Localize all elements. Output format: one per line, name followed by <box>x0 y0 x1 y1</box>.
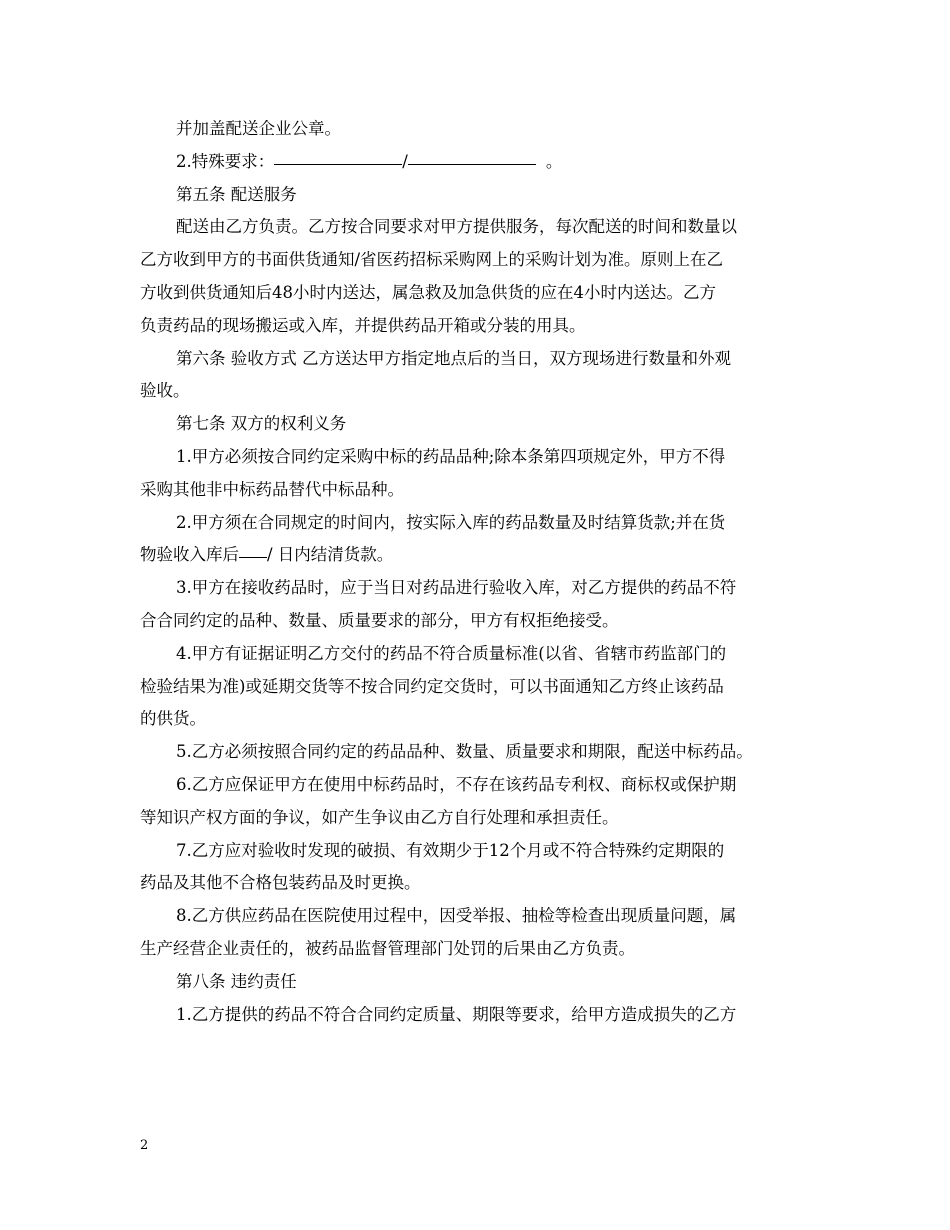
text-line: 采购其他非中标药品替代中标品种。 <box>140 479 404 499</box>
text-line: 验收。 <box>140 381 190 401</box>
blank-field <box>274 146 402 165</box>
section-heading: 第六条 验收方式 乙方送达甲方指定地点后的当日，双方现场进行数量和外观 <box>176 348 731 368</box>
text-line: 8.乙方供应药品在医院使用过程中，因受举报、抽检等检查出现质量问题，属 <box>176 906 737 926</box>
page-number: 2 <box>140 1138 149 1153</box>
blank-field <box>239 539 267 558</box>
text-line: 等知识产权方面的争议，如产生争议由乙方自行处理和承担责任。 <box>140 807 619 827</box>
text-line: 并加盖配送企业公章。 <box>176 119 341 138</box>
blank-field <box>408 146 536 165</box>
special-requirements-label: 2.特殊要求： <box>176 151 275 171</box>
text-line: 1.甲方必须按合同约定采购中标的药品品种;除本条第四项规定外，甲方不得 <box>176 446 726 466</box>
text-line: 负责药品的现场搬运或入库，并提供药品开箱或分装的用具。 <box>140 315 586 335</box>
text-line: 生产经营企业责任的，被药品监督管理部门处罚的后果由乙方负责。 <box>140 938 635 958</box>
special-requirements-line <box>140 146 825 179</box>
section-heading: 第七条 双方的权利义务 <box>176 414 347 434</box>
section-heading: 第八条 违约责任 <box>176 971 297 991</box>
text-line: 1.乙方提供的药品不符合合同约定质量、期限等要求，给甲方造成损失的乙方 <box>176 1004 737 1024</box>
text-line: 配送由乙方负责。乙方按合同要求对甲方提供服务，每次配送的时间和数量以 <box>176 217 737 237</box>
text-line: 3.甲方在接收药品时，应于当日对药品进行验收入库，对乙方提供的药品不符 <box>176 578 737 598</box>
document-body <box>140 113 825 1031</box>
text-line: 6.乙方应保证甲方在使用中标药品时，不存在该药品专利权、商标权或保护期 <box>176 774 737 794</box>
text-line: 药品及其他不合格包装药品及时更换。 <box>140 873 421 893</box>
blank-separator: / <box>402 151 408 171</box>
blank-separator: / <box>267 545 273 565</box>
payment-deadline-line <box>140 539 825 572</box>
text-line: 乙方收到甲方的书面供货通知/省医药招标采购网上的采购计划为准。原则上在乙 <box>140 250 724 270</box>
payment-deadline-label: 物验收入库后 <box>140 545 239 565</box>
section-heading: 第五条 配送服务 <box>176 184 297 204</box>
text-line: 2.甲方须在合同规定的时间内，按实际入库的药品数量及时结算货款;并在货 <box>176 512 726 532</box>
line-end-punctuation: 。 <box>545 151 563 171</box>
text-line: 7.乙方应对验收时发现的破损、有效期少于12个月或不符合特殊约定期限的 <box>176 840 725 860</box>
text-line: 5.乙方必须按照合同约定的药品品种、数量、质量要求和期限，配送中标药品。 <box>176 742 753 762</box>
text-line: 的供货。 <box>140 709 206 729</box>
payment-deadline-tail: 日内结清货款。 <box>272 545 394 565</box>
text-line: 4.甲方有证据证明乙方交付的药品不符合质量标准(以省、省辖市药监部门的 <box>176 643 727 663</box>
text-line: 合合同约定的品种、数量、质量要求的部分，甲方有权拒绝接受。 <box>140 610 619 630</box>
text-line: 检验结果为准)或延期交货等不按合同约定交货时，可以书面通知乙方终止该药品 <box>140 676 724 696</box>
text-line: 方收到供货通知后48小时内送达，属急救及加急供货的应在4小时内送达。乙方 <box>140 282 716 302</box>
